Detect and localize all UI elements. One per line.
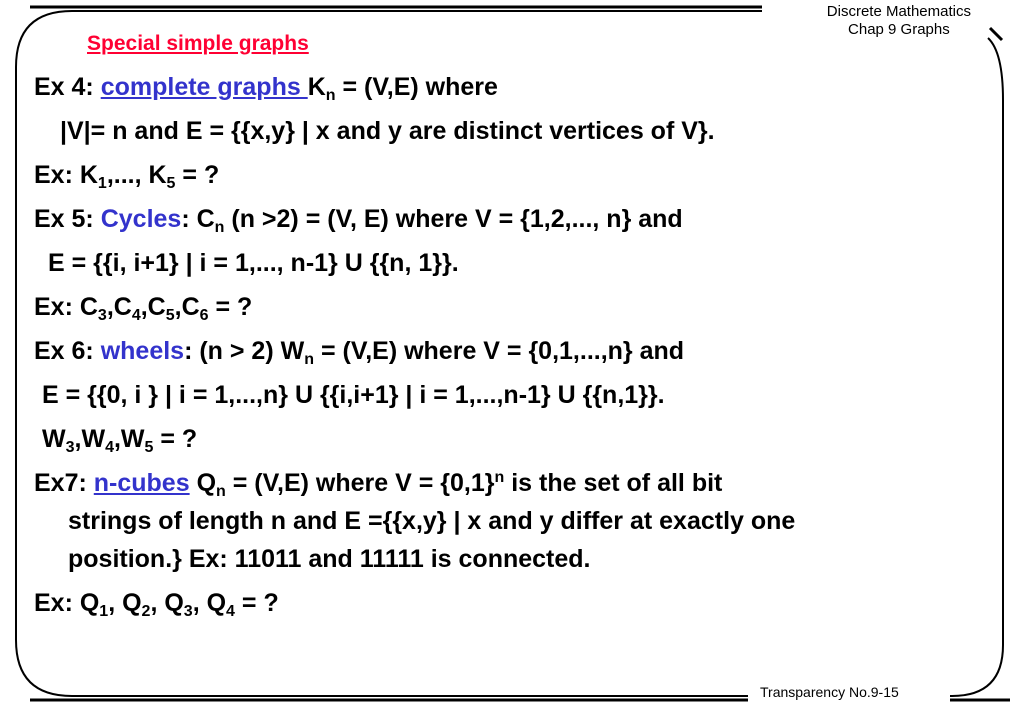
ex6-lead: Ex 6: bbox=[34, 337, 101, 365]
ex-c-line bbox=[34, 291, 994, 335]
slide-title: Special simple graphs bbox=[87, 32, 309, 55]
ex4-k: K bbox=[307, 73, 326, 101]
ex4-tail: = (V,E) where bbox=[335, 73, 498, 101]
exc-c: ,C bbox=[140, 293, 166, 321]
transparency-number: Transparency No.9-15 bbox=[760, 684, 899, 700]
ex7-a: Q bbox=[189, 469, 217, 497]
ex7-line bbox=[34, 467, 994, 505]
exc-a: Ex: C bbox=[34, 293, 98, 321]
exw-sub4: 4 bbox=[105, 439, 114, 456]
exw-a: W bbox=[42, 425, 66, 453]
slide-body bbox=[34, 71, 994, 631]
course-title: Discrete Mathematics bbox=[826, 3, 971, 20]
exk-sub1: 1 bbox=[97, 175, 107, 192]
exc-sub4: 4 bbox=[131, 307, 141, 324]
cycles-term: Cycles bbox=[100, 205, 182, 233]
exw-sub5: 5 bbox=[144, 439, 154, 456]
ex6-line bbox=[34, 335, 994, 379]
course-header bbox=[827, 3, 971, 39]
exq-d: , Q bbox=[192, 589, 227, 617]
exw-c: ,W bbox=[113, 425, 145, 453]
ex7-c: is the set of all bit bbox=[504, 469, 723, 497]
exc-sub5: 5 bbox=[165, 307, 175, 324]
chapter-title: Chap 9 Graphs bbox=[848, 21, 950, 38]
exq-a: Ex: Q bbox=[34, 589, 100, 617]
ex-k-line bbox=[34, 159, 994, 203]
ex-w-line bbox=[34, 423, 994, 467]
ex6-definition: E = {{0, i } | i = 1,...,n} U {{i,i+1} | i = 1,...,n-1} U {{n,1}}. bbox=[42, 381, 665, 409]
ex4-line bbox=[34, 71, 994, 115]
exc-b: ,C bbox=[106, 293, 132, 321]
exq-sub3: 3 bbox=[183, 603, 193, 620]
ex5-tail: (n >2) = (V, E) where V = {1,2,..., n} and bbox=[224, 205, 683, 233]
ex5-sub: n bbox=[214, 219, 225, 236]
ex6-tail: = (V,E) where V = {0,1,...,n} and bbox=[314, 337, 685, 365]
ex7-b: = (V,E) where V = {0,1} bbox=[225, 469, 495, 497]
ex5-lead: Ex 5: bbox=[34, 205, 101, 233]
exc-d: ,C bbox=[174, 293, 200, 321]
ex7-lead: Ex7: bbox=[34, 469, 94, 497]
ex4-k-sub: n bbox=[325, 87, 336, 104]
ex6-sub: n bbox=[304, 351, 314, 368]
ex5-a: : C bbox=[181, 205, 215, 233]
complete-graphs-link[interactable]: complete graphs bbox=[100, 73, 308, 101]
ex4-definition: |V|= n and E = {{x,y} | x and y are distinct vertices of V}. bbox=[60, 117, 715, 145]
exq-b: , Q bbox=[108, 589, 142, 617]
ex5-line bbox=[34, 203, 994, 247]
ex7-definition-2: position.} Ex: 11011 and 11111 is connected. bbox=[68, 545, 591, 573]
exc-sub3: 3 bbox=[97, 307, 107, 324]
ex-q-line bbox=[34, 587, 994, 631]
exk-c: = ? bbox=[175, 161, 220, 189]
ex5-definition: E = {{i, i+1} | i = 1,..., n-1} U {{n, 1}}. bbox=[48, 249, 459, 277]
ex7-definition-1: strings of length n and E ={{x,y} | x and y differ at exactly one bbox=[68, 507, 796, 535]
ex7-sub: n bbox=[216, 483, 226, 500]
ex6-a: : (n > 2) W bbox=[184, 337, 305, 365]
exq-sub2: 2 bbox=[141, 603, 151, 620]
exk-a: Ex: K bbox=[34, 161, 98, 189]
exq-e: = ? bbox=[234, 589, 279, 617]
ex4-lead: Ex 4: bbox=[34, 73, 101, 101]
exq-c: , Q bbox=[150, 589, 184, 617]
exk-b: ,..., K bbox=[106, 161, 167, 189]
ex7-sup: n bbox=[494, 469, 505, 486]
exq-sub4: 4 bbox=[226, 603, 235, 620]
exw-d: = ? bbox=[153, 425, 198, 453]
exc-e: = ? bbox=[208, 293, 253, 321]
wheels-term: wheels bbox=[100, 337, 185, 365]
header-rule-right bbox=[990, 28, 1002, 40]
exk-sub5: 5 bbox=[166, 175, 176, 192]
exc-sub6: 6 bbox=[199, 307, 209, 324]
exw-sub3: 3 bbox=[65, 439, 75, 456]
n-cubes-link[interactable]: n-cubes bbox=[93, 469, 190, 497]
exw-b: ,W bbox=[74, 425, 106, 453]
exq-sub1: 1 bbox=[99, 603, 109, 620]
